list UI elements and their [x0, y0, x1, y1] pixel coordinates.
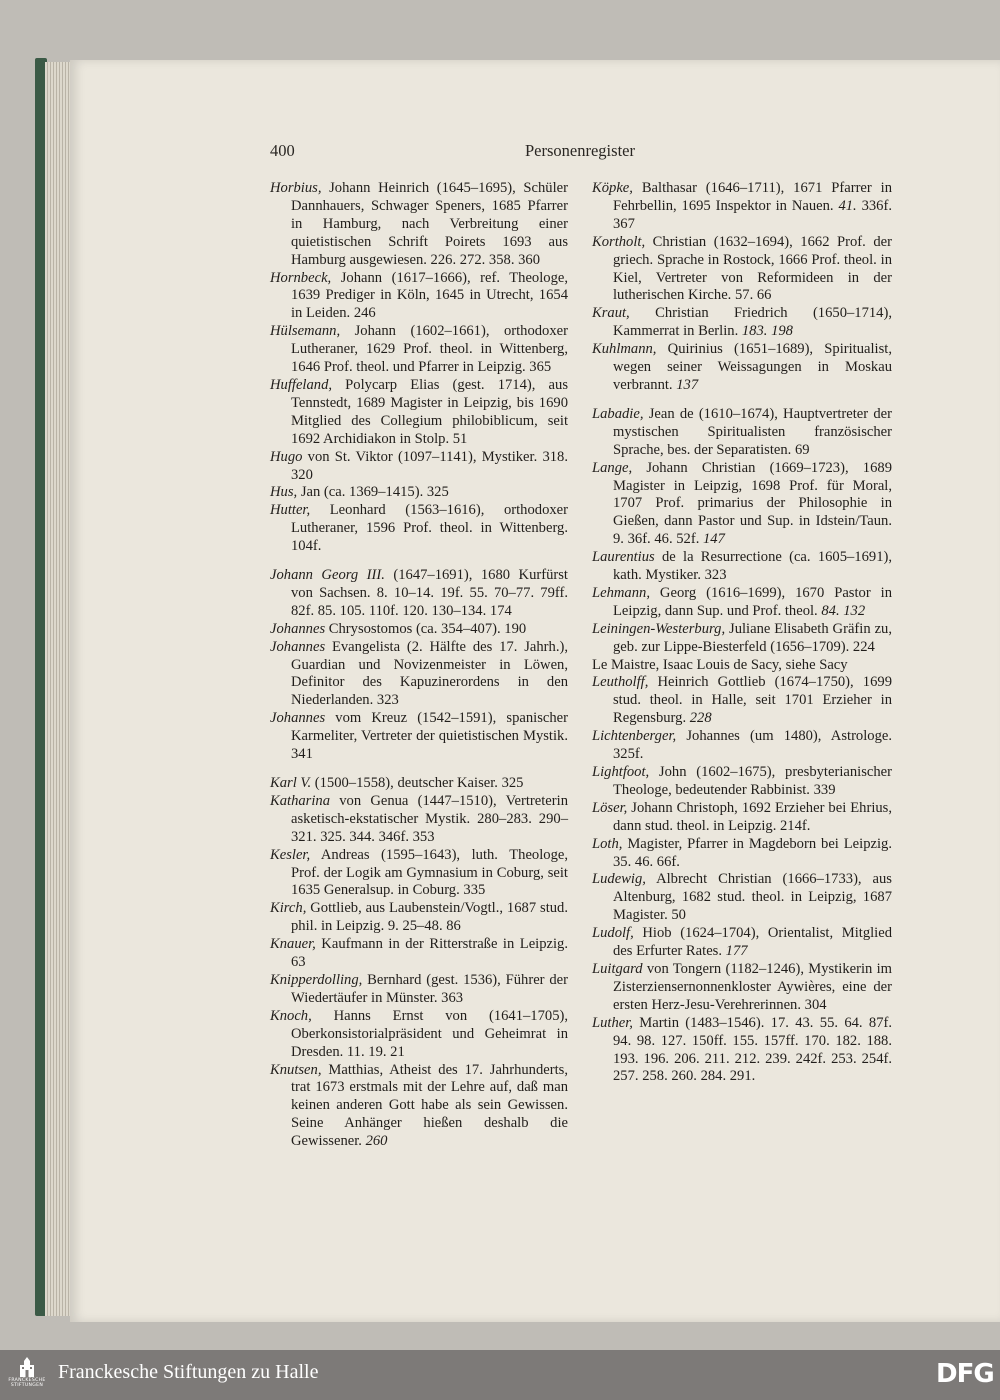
entry-name: Hus,: [270, 484, 298, 501]
entry-name: Löser,: [592, 799, 628, 816]
index-entry: [270, 639, 568, 711]
entry-text: Hanns Ernst von (1641–1705), Oberkonsistorialpräsident und Geheimrat in Dresden. 11. 19. 21: [291, 1007, 568, 1060]
entry-text: von Genua (1447–1510), Vertreterin asketisch-ekstatischer Mystik. 280–283. 290–321. 325. 344. 346f. 353: [291, 792, 568, 845]
entry-text: (1647–1691), 1680 Kurfürst von Sachsen. 8. 10–14. 19f. 55. 70–77. 79ff. 82f. 85. 105. 110f. 120. 130–134. 174: [291, 567, 568, 619]
entry-text: Le Maistre, Isaac Louis de Sacy, siehe Sacy: [592, 656, 848, 673]
index-entry: [270, 323, 568, 377]
entry-name: Karl V.: [270, 775, 312, 791]
logo-text-line1: FRANCKESCHE: [8, 1378, 46, 1383]
entry-name: Kuhlmann,: [592, 341, 657, 358]
entry-name: Kortholt,: [592, 233, 646, 250]
institution-name[interactable]: Franckesche Stiftungen zu Halle: [58, 1361, 319, 1383]
entry-name: Kirch,: [270, 900, 307, 917]
entry-text: Christian Friedrich (1650–1714), Kammerrat in Berlin.: [613, 305, 892, 340]
entry-name: Luitgard: [592, 960, 643, 977]
footer-bar: [0, 1350, 1000, 1400]
entry-page-ref-italic: 137: [676, 376, 699, 393]
entry-page-ref-italic: 260: [365, 1133, 388, 1150]
entry-name: Hornbeck,: [270, 269, 332, 286]
entry-text: Bernhard (gest. 1536), Führer der Wiedertäufer in Münster. 363: [291, 971, 568, 1006]
entry-name: Knauer,: [270, 936, 316, 953]
index-entry: [592, 657, 892, 675]
entry-page-ref-italic: 177: [725, 943, 748, 960]
entry-page-ref-italic: 147: [703, 531, 725, 548]
entry-page-ref-italic: 183. 198: [741, 323, 793, 340]
index-entry: [592, 836, 892, 872]
index-entry: [270, 270, 568, 324]
entry-text: Jan (ca. 1369–1415). 325: [297, 484, 449, 501]
entry-page-ref-italic: 84. 132: [821, 602, 866, 619]
entry-name: Kraut,: [592, 305, 630, 322]
entry-page-ref-italic: 41.: [838, 197, 857, 214]
entry-name: Hugo: [270, 448, 303, 465]
entry-text: Johann Heinrich (1645–1695), Schüler Dannhauers, Schwager Speners, 1685 Pfarrer in Hamburg, nach Verbreitung einer quietistischen Schrift Poirets 1693 aus Hamburg ausgewiesen. 226. 272. 358. 360: [291, 180, 568, 268]
franckesche-stiftungen-logo-icon[interactable]: [6, 1354, 48, 1398]
entry-text: Albrecht Christian (1666–1733), aus Altenburg, 1682 stud. theol. in Leipzig, 1687 Magister. 50: [613, 871, 892, 924]
entry-text: von St. Viktor (1097–1141), Mystiker. 318. 320: [291, 448, 568, 483]
entry-text-continued: 336f. 367: [613, 197, 892, 232]
entry-name: Loth,: [592, 835, 623, 852]
entry-text: Georg (1616–1699), 1670 Pastor in Leipzig, dann Sup. und Prof. theol.: [613, 584, 892, 619]
entry-name: Köpke,: [592, 180, 633, 196]
entry-name: Knipperdolling,: [270, 971, 363, 988]
entry-name: Luther,: [592, 1014, 633, 1031]
entry-name: Ludewig,: [592, 871, 646, 888]
entry-name: Laurentius: [592, 549, 655, 566]
entry-name: Johann Georg III.: [270, 567, 385, 584]
index-entry: [592, 764, 892, 800]
entry-name: Lange,: [592, 459, 633, 476]
logo-building-icon: [18, 1356, 36, 1378]
entry-name: Knutsen,: [270, 1061, 322, 1078]
index-entry: [592, 305, 892, 341]
index-entry: [270, 180, 568, 270]
entry-text: Kaufmann in der Ritterstraße in Leipzig. 63: [291, 936, 568, 971]
entry-text: Johann (1617–1666), ref. Theologe, 1639 Prediger in Köln, 1645 in Utrecht, 1654 in Leiden. 246: [291, 269, 568, 322]
entry-text: Hiob (1624–1704), Orientalist, Mitglied des Erfurter Rates.: [613, 925, 892, 960]
index-entry: [270, 484, 568, 502]
entry-text: (1500–1558), deutscher Kaiser. 325: [311, 775, 524, 791]
entry-text: Evangelista (2. Hälfte des 17. Jahrh.), Guardian und Novizenmeister in Löwen, Definitor des Kapuzinerordens in den Niederlanden. 323: [291, 638, 568, 709]
entry-text: Andreas (1595–1643), luth. Theologe, Prof. der Logik am Gymnasium in Coburg, seit 1635 Generalsup. in Coburg. 335: [291, 846, 568, 899]
index-entry: [270, 900, 568, 936]
index-column-left: [270, 180, 568, 1151]
entry-text: Christian (1632–1694), 1662 Prof. der griech. Sprache in Rostock, 1666 Prof. theol. in Kiel, Vertreter von Reformideen in der lutherischen Kirche. 57. 66: [613, 233, 892, 304]
entry-text: vom Kreuz (1542–1591), spanischer Karmeliter, Vertreter der quietistischen Mystik. 341: [291, 710, 568, 763]
entry-text: Johann Christian (1669–1723), 1689 Magister in Leipzig, 1698 Prof. für Moral, 1707 Prof. primarius der Philosophie in Gießen, dann Pastor und Sup. in Idstein/Taun. 9. 36f. 46. 52f.: [613, 459, 892, 548]
entry-page-ref-italic: 228: [689, 710, 712, 727]
entry-name: Kesler,: [270, 846, 311, 863]
index-entry: [592, 728, 892, 764]
index-entry: [270, 1062, 568, 1152]
page-stack-edges: [45, 62, 73, 1316]
dfg-logo-icon[interactable]: DFG: [936, 1359, 994, 1389]
entry-text: Quirinius (1651–1689), Spiritualist, wegen seiner Weissagungen in Moskau verbrannt.: [613, 341, 892, 393]
index-entry: [270, 567, 568, 621]
index-entry: [592, 549, 892, 585]
entry-name: Huffeland,: [270, 376, 333, 393]
entry-name: Lightfoot,: [592, 764, 650, 780]
entry-text: Polycarp Elias (gest. 1714), aus Tennstedt, 1689 Magister in Leipzig, bis 1690 Mitglied des Collegium philobiblicum, seit 1692 Archidiakon in Stolp. 51: [291, 376, 568, 447]
running-title: Personenregister: [525, 141, 635, 160]
index-entry: [270, 847, 568, 901]
entry-name: Leiningen-Westerburg,: [592, 620, 726, 637]
entry-text: Johann (1602–1661), orthodoxer Lutheraner, 1629 Prof. theol. in Wittenberg, 1646 Prof. theol. und Pfarrer in Leipzig. 365: [291, 323, 568, 376]
index-entry: [592, 925, 892, 961]
entry-text: von Tongern (1182–1246), Mystikerin im Zisterziensernonnenkloster Aywières, eine der ersten Herz-Jesu-Verehrerinnen. 304: [613, 960, 892, 1013]
index-entry: [270, 793, 568, 847]
index-entry: [592, 1015, 892, 1087]
entry-text: Martin (1483–1546). 17. 43. 55. 64. 87f. 94. 98. 127. 150ff. 155. 157ff. 170. 182. 188. 193. 196. 206. 211. 212. 239. 242f. 253. 254f. 257. 258. 260. 284. 291.: [613, 1014, 892, 1085]
index-column-right: [592, 180, 892, 1086]
entry-text: Magister, Pfarrer in Magdeborn bei Leipzig. 35. 46. 66f.: [613, 835, 892, 870]
index-entry: [270, 377, 568, 449]
index-entry: [592, 460, 892, 550]
entry-text: Heinrich Gottlieb (1674–1750), 1699 stud. theol. in Halle, seit 1701 Erzieher in Regensburg.: [613, 674, 892, 727]
entry-text: Johannes (um 1480), Astrologe. 325f.: [613, 728, 892, 763]
entry-text: de la Resurrectione (ca. 1605–1691), kath. Mystiker. 323: [613, 549, 892, 584]
index-entry: [592, 585, 892, 621]
entry-name: Johannes: [270, 710, 326, 727]
entry-text: Juliane Elisabeth Gräfin zu, geb. zur Lippe-Biesterfeld (1656–1709). 224: [613, 620, 892, 655]
entry-name: Katharina: [270, 792, 331, 809]
entry-text: Gottlieb, aus Laubenstein/Vogtl., 1687 stud. phil. in Leipzig. 9. 25–48. 86: [291, 900, 568, 935]
entry-name: Horbius,: [270, 180, 322, 196]
index-entry: [592, 621, 892, 657]
page-number: 400: [270, 141, 295, 160]
entry-name: Johannes: [270, 620, 326, 637]
index-entry: [270, 449, 568, 485]
index-entry: [592, 234, 892, 306]
index-entry: [270, 502, 568, 556]
entry-text: Matthias, Atheist des 17. Jahrhunderts, trat 1673 erstmals mit der Lehre auf, daß man keinen anderen Gott habe als sein Gewissen. Seine Anhänger hießen deshalb die Gewissener.: [291, 1061, 568, 1150]
index-entry: [592, 871, 892, 925]
entry-name: Lehmann,: [592, 584, 650, 601]
index-entry: [270, 710, 568, 764]
entry-text: Balthasar (1646–1711), 1671 Pfarrer in Fehrbellin, 1695 Inspektor in Nauen.: [613, 180, 892, 214]
index-entry: [592, 674, 892, 728]
entry-text: Leonhard (1563–1616), orthodoxer Lutheraner, 1596 Prof. theol. in Wittenberg. 104f.: [291, 502, 568, 555]
entry-name: Knoch,: [270, 1007, 312, 1024]
entry-name: Lichtenberger,: [592, 728, 677, 745]
entry-name: Labadie,: [592, 405, 644, 422]
entry-text: Chrysostomos (ca. 354–407). 190: [325, 620, 527, 637]
logo-text-line2: STIFTUNGEN: [10, 1383, 44, 1389]
index-entry: [270, 936, 568, 972]
index-entry: [592, 961, 892, 1015]
index-entry: [270, 972, 568, 1008]
index-entry: [592, 406, 892, 460]
entry-name: Johannes: [270, 638, 326, 655]
index-entry: [592, 341, 892, 395]
index-entry: [270, 621, 568, 639]
index-entry: [270, 1008, 568, 1062]
index-entry: [592, 180, 892, 234]
entry-name: Leutholff,: [592, 674, 649, 691]
entry-text: John (1602–1675), presbyterianischer Theologe, bedeutender Rabbinist. 339: [613, 764, 892, 798]
index-entry: [270, 775, 568, 793]
index-entry: [592, 800, 892, 836]
entry-text: Jean de (1610–1674), Hauptvertreter der mystischen Spiritualisten französischer Sprache, bes. der Separatisten. 69: [613, 405, 892, 458]
entry-name: Hülsemann,: [270, 323, 341, 340]
entry-name: Hutter,: [270, 502, 311, 519]
entry-text: Johann Christoph, 1692 Erzieher bei Ehrius, dann stud. theol. in Leipzig. 214f.: [613, 799, 892, 834]
entry-name: Ludolf,: [592, 925, 634, 942]
